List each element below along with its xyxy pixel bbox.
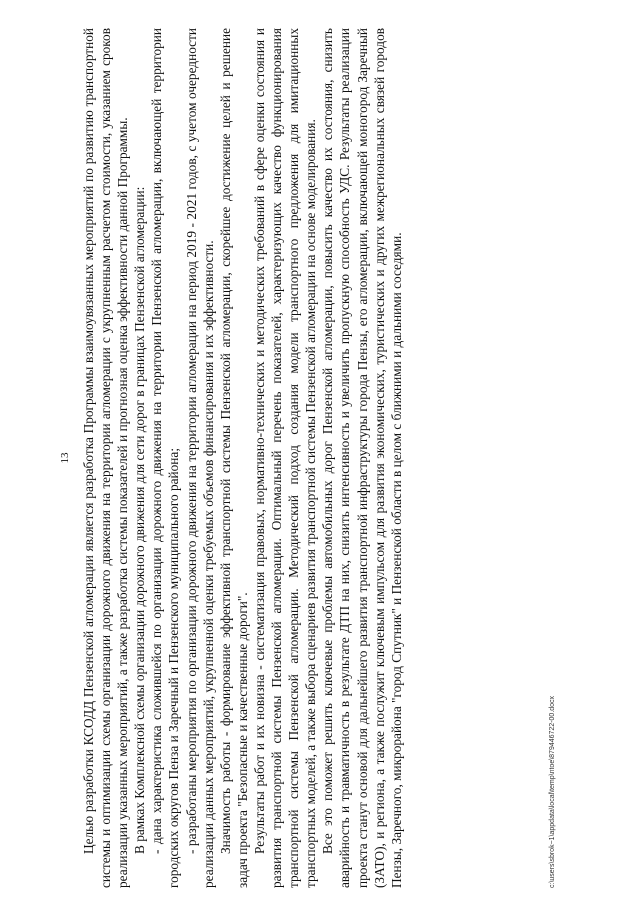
rotated-text-frame: [58, 28, 558, 888]
paragraph: Результаты работ и их новизна - систематизация правовых, нормативно-технических и методических требований в сфере оценки состояния и развития транспортной системы Пензенской агломерации. Оптимальный перечень показателей, характеризующих качество функционирования транспортной системы Пензенской агломерации. Методический подход создания модели транспортного предложения для имитационных транспортных моделей, а также выбора сценариев развития транспортной системы Пензенской агломерации на основе моделирования.: [251, 28, 319, 888]
paragraph: Целью разработки КСОДД Пензенской агломерации является разработка Программы взаимоувязанных мероприятий по развитию транспортной системы и оптимизации схемы организации дорожного движения на территории агломерации с укрупненным расчетом стоимости, указанием сроков реализации указанных мероприятий, а также разработка системы показателей и прогнозная оценка эффективности данной Программы.: [81, 28, 131, 888]
page-number: 13: [59, 452, 71, 464]
file-path-footer: c:\users\sbrok~1\appdata\local\temp\ntoe\879446722-00.docx: [549, 695, 556, 888]
document-body: [80, 28, 405, 888]
paragraph: - разработаны мероприятия по организации дорожного движения на территории агломерации на период 2019 - 2021 годов, с учетом очередности реализации данных мероприятий, укрупненной оценки требуемых объемов финансирования и их эффективности.: [183, 28, 216, 888]
paragraph: Все это поможет решить ключевые проблемы автомобильных дорог Пензенской агломерации, повысить качество их состояния, снизить аварийность и травматичность в результате ДТП на них, снизить интенсивность и увеличить пропускную способность УДС. Результаты реализации проекта станут основой для дальнейшего развития транспортной инфраструктуры города Пензы, его агломерации, включающей моногород Заречный (ЗАТО), и региона, а также послужит ключевым импульсом для развития экономических, туристических и других межрегиональных связей городов Пензы, Заречного, микрорайона "город Спутник" и Пензенской области в целом с ближними и дальними соседями.: [320, 28, 404, 888]
paragraph: - дана характеристика сложившейся по организации дорожного движения на территории Пензенской агломерации, включающей территории городских округов Пенза и Заречный и Пензенского муниципального района;: [149, 28, 182, 888]
paragraph: Значимость работы - формирование эффективной транспортной системы Пензенской агломерации, скорейшее достижение целей и решение задач проекта "Безопасные и качественные дороги".: [217, 28, 250, 888]
paragraph: В рамках Комплексной схемы организации дорожного движения для сети дорог в границах Пензенской агломерации:: [132, 186, 148, 854]
